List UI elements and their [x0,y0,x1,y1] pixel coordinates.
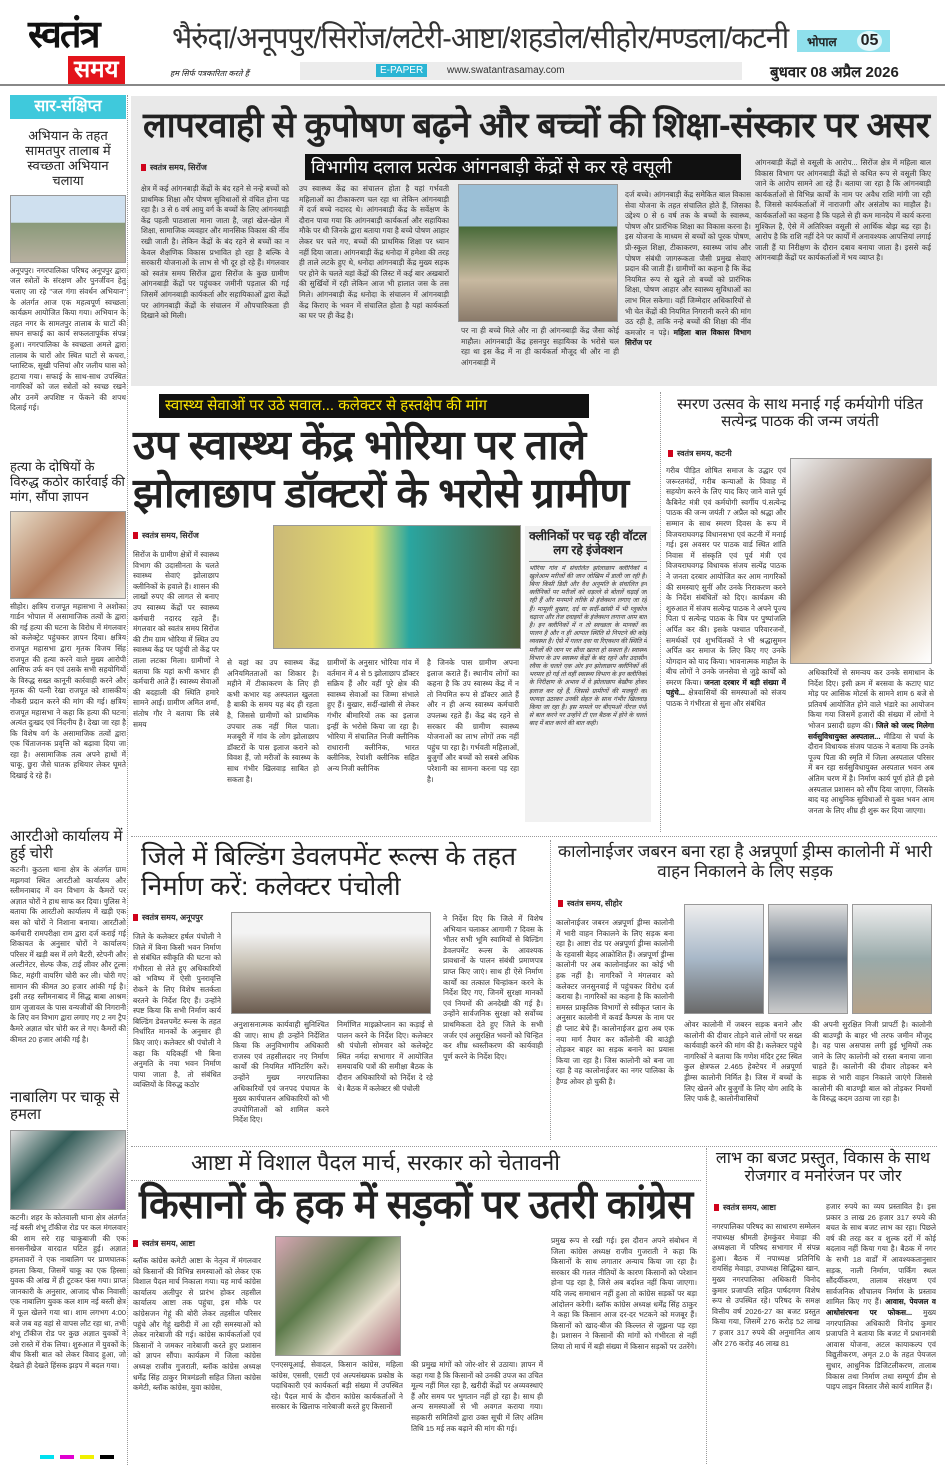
byline [714,1202,776,1213]
byline-marker [141,164,146,171]
headline: लापरवाही से कुपोषण बढ़ने और बच्चों की शिक्षा-संस्कार पर असर [143,106,930,145]
sidebar-photo-attack [10,1130,126,1210]
sidebar-title: नाबालिग पर चाकू से हमला [10,1089,120,1124]
byline [668,448,732,459]
epaper-label: E-PAPER [376,64,427,77]
article-column: की अपनी सुरक्षित निजी प्रापर्टी है। कालोनी की बाउण्ड्री के बाहर भी तरफ जमीन मौजूद है। वह पास असपास लगी हुई भूमियों तक जाने के लिए कालोनी को रास्ता बनाया जाना चाहते हैं। कालोनी की दीवार तोड़कर बने सड़क से भारी वाहन निकाले जाएंगे जिससे कालोनी की बाउण्ड्री बाल को तोड़कर नियमों के विरुद्ध कदम उठाया जा रहा है। [812,1020,932,1104]
headline-wrap [143,108,931,152]
byline [133,912,203,923]
story-budget [710,1148,936,1464]
article-column: निर्माणित माइक्रोप्लान का कड़ाई से पालन करने के निर्देश दिए। कलेक्टर श्री पंचोली सोमवार को कलेक्ट्रेट स्थित नर्मदा सभागार में आयोजित समयावधि पत्रों की समीक्षा बैठक के दौरान अधिकारियों को निर्देश दे रहे थे। बैठक में कलेक्टर श्री पंचोली [337,1020,433,1093]
cyan-mark [40,1455,54,1459]
color-registration-marks [40,1455,114,1459]
meeting-photo [231,912,431,1014]
byline-text: स्वतंत्र समय, सिरोंज [142,531,199,540]
headline: जिले में बिल्डिंग डेवलपमेंट रूल्स के तहत निर्माण करें: कलेक्टर पंचोली [141,841,517,901]
section-title: सार-संक्षिप्त [10,95,126,119]
article-column [625,190,751,380]
headline: लाभ का बजट प्रस्तुत, विकास के साथ रोजगार व मनोरंजन पर जोर [715,1150,931,1186]
byline-text: स्वतंत्र समय, सीहोर [567,899,623,908]
byline-text: स्वतंत्र समय, आष्टा [723,1203,776,1212]
headline-wrap [139,1184,695,1230]
byline-marker [133,1240,138,1247]
story-colony-road [554,840,936,1140]
article-column: कालोनाईजर जबरन अन्नपूर्णा ड्रीम्स कालोनी में भारी वाहन निकालने के लिए सड़क बना रहा है। आष्टा रोड पर अन्नपूर्णा ड्रीम्स कालोनी के रहवासी बेहद आक्रोशित हैं। अन्नपूर्णा ड्रीम्स कालोनी पर अब कालोनाईजर का कोई भी हक नहीं है। नागरिकों ने मंगलवार को कलेक्टर जनसुनवाई में पहुंचकर विरोध दर्ज कराया है। नागरिकों का कहना है कि कालोनी समस्त प्राकृतिक विभागों से स्वीकृत प्लान के अनुसार कालोनी में कवर्ड कैम्पस के नाम पर ही प्लाट बेचे हैं। कालोनाईजर द्वारा अब एक नया मार्ग तैयार कर कॉलोनी की बाउंड्री तोड़कर बाहर का सड़क बनाने का प्रयास किया जा रहा है। जिस कालोनी को बना जा रहा है वह कालोनाईजर का नगर पालिका के हैण्ड ओवर हो चुकी है। [556,918,674,1086]
article-column: एनएसयूआई, सेवादल, किसान कांग्रेस, महिला कांग्रेस, एससी, एसटी एवं अल्पसंख्यक प्रकोष्ठ के पदाधिकारी एवं कार्यकर्ता बड़ी संख्या में उपस्थित रहे। पैदल मार्च के दौरान कांग्रेस कार्यकर्ताओं ने सरकार के खिलाफ नारेबाजी करते हुए किसानों [271,1360,403,1412]
epaper-bar [300,62,742,80]
byline-text: स्वतंत्र समय, आष्टा [142,1239,195,1248]
story-health-centre [131,390,656,830]
article-column: उप स्वास्थ्य केंद्र का संचालन होता है यहां गर्भवती महिलाओं का टीकाकरण चल रहा था लेकिन आंगनबाड़ी में दर्ज बच्चे नदारद थे। आंगनबाड़ी केंद्र के सर्वेक्षण के दौरान पाया गया कि आंगनबाड़ी कार्यकर्ता और सहायिका मौके पर थी जिनके द्वारा बताया गया है बच्चे पोषण आहार लेकर घर चले गए, बच्चों की प्राथमिक शिक्षा पर ध्यान नहीं दिया जाता। आंगनबाड़ी केंद्र धनोदा में हमेशा की तरह ही ताले लटके हुए थे, धनोदा आंगनबाड़ी केंद्र मुख्य सड़क पर होने के चलते यहां केंद्रों की लिस्ट में कई बार अखबारों की सुर्खियों में रही लेकिन आज भी हालात जस के तस मिले। आंगनबाड़ी केंद्र धनोदा के संचालन में आंगनबाड़ी केंद्र किराए के भवन में संचालित होता है यहां कार्यकर्ता का घर पर ही केंद्र है। [299,184,449,321]
kicker-banner [159,394,589,418]
issue-date-wrap [770,62,940,82]
article-subhead: आवास, पेयजल व आधोसंरचना पर फोकस... [826,1297,936,1317]
byline-marker [558,900,563,907]
byline-marker [133,914,138,921]
article-column: प्रमुख रूप से रखी गई। इस दौरान अपने संबोधन में जिला कांग्रेस अध्यक्ष राजीव गुजराती ने कहा कि किसानों के साथ लगातार अन्याय किया जा रहा है। सरकार की गलत नीतियों के कारण किसानों को परेशान होना पड़ रहा है, जिसे अब बर्दाश्त नहीं किया जाएगा। यदि जल्द समाधान नहीं हुआ तो कांग्रेस सड़कों पर बड़ा आंदोलन करेगी। ब्लॉक कांग्रेस अध्यक्ष धर्मेंद्र सिंह ठाकुर ने कहा कि किसान आज दर-दर भटकने को मजबूर हैं। किसानों को खाद-बीज की किल्लत से जूझना पड़ रहा है। प्रशासन ने किसानों की मांगों को गंभीरता से नहीं लिया तो मार्च में बड़ी संख्या में किसान सड़कों पर उतरेंगे। [551,1236,697,1351]
byline-text: स्वतंत्र समय, सिरोंज [150,163,207,172]
article-text: दर्ज बच्चे। आंगनबाड़ी केंद्र समेकित बाल विकास सेवा योजना के तहत संचालित होते हैं, जिसका उद्देश्य 0 से 6 वर्ष तक के बच्चों के स्वास्थ्य, पोषण और प्रारंभिक शिक्षा का विकास करना है। इस योजना के माध्यम से बच्चों को पूरक पोषण, प्री-स्कूल शिक्षा, टीकाकरण, स्वास्थ्य जांच और पोषण संबंधी जागरूकता जैसी प्रमुख सेवाएं प्रदान की जाती हैं। ग्रामीणों का कहना है कि केंद्र नियमित रूप से खुले तो बच्चों को प्रारंभिक शिक्षा, पोषण आहार और स्वास्थ्य सुविधाओं का लाभ मिल सकेगा। वहीं जिम्मेदार अधिकारियों से भी चेत केंद्रों की नियमित निगरानी करने की मांग उठ रही है, ताकि नन्हे बच्चों की शिक्षा की नींव कमजोर न पड़े। [625,190,751,337]
byline [133,530,199,541]
headline: स्मरण उत्सव के साथ मनाई गई कर्मयोगी पंडित सत्येन्द्र पाठक की जन्म जयंती [677,396,923,431]
article-column: सिरोंज के ग्रामीण क्षेत्रों में स्वास्थ्य विभाग की उदासीनता के चलते स्वास्थ्य सेवाएं झोलाछाप क्लीनिकों के हवाले हैं। शासन की लाखों रुपए की लागत से बनाए उप स्वास्थ्य केंद्रों पर स्वास्थ्य कर्मचारी नदारद रहते हैं। मंगलवार को स्वतंत्र समय सिरोंज की टीम ग्राम भोरिया में स्थित उप स्वास्थ्य केंद्र पर पहुंची तो केंद्र पर ताला लटका मिला। ग्रामीणों ने बताया कि यहां कभी कभार ही कर्मचारी आते हैं। स्वास्थ्य सेवाओं की बदहाली की स्थिति हमारे सामने आई। ग्रामीण अमित शर्मा, संतोष गौर ने बताया कि लंबे समय [133,550,219,729]
headline-line-2: झोलाछाप डॉक्टरों के भरोसे ग्रामीण [133,470,629,516]
article-subhead: जिले को जल्द मिलेगा सर्वसुविधायुक्त अस्पताल... [808,720,934,741]
headline: किसानों के हक में सड़कों पर उतरी कांग्रेस [139,1183,693,1227]
sidebar-photo-memorandum [10,511,126,599]
sidebar-title: अभियान के तहत सामतपुर तालाब में स्वच्छता अभियान चलाया [25,128,111,188]
headline-wrap [133,424,651,470]
kicker: आष्टा में विशाल पैदल मार्च, सरकार को चेतावनी [191,1150,560,1175]
article-column: ने निर्देश दिए कि जिले में विशेष अभियान चलाकर आगामी 7 दिवस के भीतर सभी भूमि स्वामियों से बिल्डिंग डेवलपमेंट रूल्स के आवश्यक प्रावधानों के पालन संबंधी प्रमाणपत्र प्राप्त किए जाएं। साथ ही ऐसे निर्माण कार्यों का तत्काल चिन्हांकन करने के निर्देश दिए गए, जिनमें सुरक्षा मानकों एवं नियमों की अनदेखी की गई है। उन्होंने सार्वजनिक सुरक्षा को सर्वोच्च प्राथमिकता देते हुए जिले के सभी जर्जर एवं असुरक्षित भवनों को चिन्हित कर शीघ्र ध्वस्तीकरण की कार्यवाही पूर्ण करने के निर्देश दिए। [443,914,543,1061]
sidebar-body: सीहोर। क्षत्रिय राजपूत महासभा ने अशोका गार्डन भोपाल में असामाजिक तत्वों के द्वारा की गई हत्या की घटना के विरोध में मंगलवार को कलेक्ट्रेट पहुंचकर ज्ञापन दिया। क्षत्रिय राजपूत महासभा द्वारा मृतक विजय सिंह राजपूत की हत्या करने वाले मुख्य आरोपी आसिफ उर्फ बन एवं उसके सभी सहयोगियों के विरुद्ध सख्त कानूनी कार्रवाही करने और मृतक की पत्नी रेखा राजपूत को शासकीय नौकरी प्रदान करने की मांग की गई। क्षत्रिय राजपूत महासभा ने कहा कि हत्या की घटना अत्यंत दुःखद एवं निंदनीय है। देखा जा रहा है कि विशेष वर्ग के असामाजिक तत्वों द्वारा एक चिंताजनक प्रवृत्ति को बढ़ावा दिया जा रहा है। असामाजिक तत्व अपने हाथों में चाकू, छुरा जैसे घातक हथियार लेकर घूमते दिखाई दे रहे हैं। [10,601,126,781]
column-divider [550,840,551,1140]
article-column: से यहां का उप स्वास्थ्य केंद्र अनियमितताओं का शिकार है। महीने में टीकाकरण के लिए ही कभी कभार यह अस्पताल खुलता है बाकी के समय यह बंद ही रहता है, जिससे ग्रामीणों को प्राथमिक उपचार तक नहीं मिल पाता। मजबूरी में गांव के लोग झोलाछाप डॉक्टरों के पास इलाज कराने को विवश हैं, जो मरीजों के स्वास्थ्य के साथ गंभीर खिलवाड़ साबित हो सकता है। [227,658,319,784]
issue-date: बुधवार 08 अप्रैल 2026 [770,64,899,81]
sidebar-body: अनूपपुर। नगरपालिका परिषद अनूपपुर द्वारा जल स्त्रोतों के संरक्षण और पुनर्जीवन हेतु चलाए जा रहे ''जल गंगा संवर्धन अभियान'' के अंतर्गत आज एक महत्वपूर्ण स्वच्छता कार्यक्रम आयोजित किया गया। अभियान के तहत नगर के सामतपुर तालाब के घाटों की सघन सफाई का कार्य सफलतापूर्वक संपन्न हुआ। नगरपालिका के स्वच्छता अमले द्वारा तालाब के चारों ओर स्थित घाटों से कचरा, प्लास्टिक, सूखी पत्तियां और जलीय घास को हटाया गया। सफाई के साथ-साथ उपस्थित नागरिकों को जल स्त्रोतों को स्वच्छ रखने और उनमें अपशिष्ट न फेंकने की शपथ दिलाई गई। [10,265,126,413]
tribute-photo [790,458,932,664]
sidebar-body: कटनी। शहर के कोतवाली थाना क्षेत्र अंतर्गत नई बस्ती शंभू टॉकीज रोड पर कल मंगलवार की शाम सरे राह चाकूबाजी की एक सनसनीखेज वारदात घटित हुई। अज्ञात हमलावरों ने एक नाबालिग पर प्राणघातक हमला किया, जिसमें चाकू का एक हिस्सा युवक की आंख में ही टूटकर फंस गया। प्राप्त जानकारी के अनुसार, आजाद चौक निवासी एक नाबालिग युवक कल शाम नई बस्ती क्षेत्र में फूल खेलने गया था। शाम लगभग 4:00 बजे जब वह वहां से वापस लौट रहा था, तभी शंभू टॉकीज रोड पर कुछ अज्ञात युवकों ने उसे रास्ते में रोक लिया। शुरुआत में युवकों के बीच किसी बात को लेकर विवाद हुआ, जो देखते ही देखते हिंसक झड़प में बदल गया। [10,1212,126,1370]
byline-text: स्वतंत्र समय, अनूपपुर [142,913,203,922]
article-column: ब्लॉक कांग्रेस कमेटी आष्टा के नेतृत्व में मंगलवार को किसानों की विभिन्न समस्याओं को लेकर एक विशाल पैदल मार्च निकाला गया। यह मार्च कांग्रेस कार्यालय अलीपुर से प्रारंभ होकर तहसील कार्यालय आष्टा तक पहुंचा, इस मौके पर कांग्रेसजन गेहूं की बोरी लेकर तहसील परिसर पहुंचे और गेहूं खरीदी में आ रही समस्याओं को लेकर नारेबाजी की गई। कांग्रेस कार्यकर्ताओं एवं किसानों ने जमकर नारेबाजी करते हुए प्रशासन को ज्ञापन सौंपा। कार्यक्रम में जिला कांग्रेस अध्यक्ष राजीव गुजराती, ब्लॉक कांग्रेस अध्यक्ष धर्मेंद्र सिंह ठाकुर मित्रमंडली सहित जिला कांग्रेस कमेटी, ब्लॉक कांग्रेस, युवा कांग्रेस, [133,1256,261,1393]
byline [141,162,207,173]
article-column: है जिनके पास ग्रामीण अपना इलाज कराते हैं। स्थानीय लोगों का कहना है कि उप स्वास्थ्य केंद्र में न तो नियमित रूप से डॉक्टर आते हैं और न ही अन्य स्वास्थ्य कर्मचारी उपलब्ध रहते हैं। केंद्र बंद रहने से सरकार की ग्रामीण स्वास्थ्य योजनाओं का लाभ लोगों तक नहीं पहुंच पा रहा है। गर्भवती महिलाओं, बुजुर्गों और बच्चों को सबसे अधिक परेशानी का सामना करना पड़ रहा है। [427,658,519,784]
article-column: आंगनबाड़ी केंद्रों से वसूली के आरोप... सिरोंज क्षेत्र में महिला बाल विकास विभाग पर आंगनबाड़ी केंद्रों से कथित रूप से वसूली किए जाने के आरोप सामने आ रहे हैं। बताया जा रहा है कि आंगनबाड़ी कार्यकर्ताओं से विभिन्न कार्यों के नाम पर अवैध राशि मांगी जा रही है, जिससे कार्यकर्ताओं में नाराजगी और असंतोष का माहौल है। कार्यकर्ताओं का कहना है कि पहले से ही कम मानदेय में कार्य करना मुश्किल है, ऐसे में अतिरिक्त वसूली से आर्थिक बोझ बढ़ रहा है। आरोप है कि राशि नहीं देने पर कार्यों में अनावश्यक आपत्तियां लगाई जाती हैं या निरीक्षण के दौरान दबाव बनाया जाता है। इससे कई आंगनबाड़ी केंद्रों पर कार्यकर्ताओं में भय व्याप्त है। [755,158,931,263]
logo-bottom: समय [68,56,125,84]
article-column: क्षेत्र में कई आंगनबाड़ी केंद्रों के बंद रहने से नन्हे बच्चों को प्राथमिक शिक्षा और पोषण सुविधाओं से वंचित होना पड़ रहा है। 3 से 6 वर्ष आयु वर्ग के बच्चों के लिए आंगनबाड़ी केंद्र पहली पाठशाला माना जाता है, जहां खेल-खेल में शिक्षा, सामाजिक व्यवहार और मानसिक विकास की नींव रखी जाती है। लेकिन केंद्रों के बंद रहने से बच्चों का न केवल शैक्षणिक विकास प्रभावित हो रहा है बल्कि वे सरकारी योजनाओं के लाभ से भी दूर हो रहे हैं। मंगलवार को स्वतंत्र समय सिरोंज द्वारा सिरोंज के कुछ ग्रामीण आंगनबाड़ी केंद्रों पर पहुंचकर जमीनी पड़ताल की गई जिसमें आंगनबाड़ी कार्यकर्ता और सहायिकाओं द्वारा केंद्रों पर आंगनबाड़ी केंद्रों के संचालन में औपचारिकता ही दिखाने को मिली। [141,184,289,321]
kicker-wrap [191,1150,691,1178]
sidebar-title: आरटीओ कार्यालय में हुई चोरी [10,827,123,862]
sidebar [10,95,126,1465]
story-building-rules [131,840,547,1140]
headline-wrap [133,472,651,518]
logo [28,16,152,86]
article-text: मीडिया से चर्चा के दौरान विधायक संजय पाठक ने बताया कि उनके पूज्य पिता की स्मृति में जिला अस्पताल परिसर में बन रहा सर्वसुविधायुक्त अस्पताल भवन अब अंतिम चरण में है। निर्माण कार्य पूर्ण होते ही इसे अस्पताल प्रशासन को सौंप दिया जाएगा, जिसके बाद यह आधुनिक सुविधाओं से युक्त भवन आम जनता के लिए शीघ्र ही शुरू कर दिया जाएगा। [808,731,934,815]
column-divider [660,392,661,832]
subhead-banner-text: विभागीय दलाल प्रत्येक आंगनबाड़ी केंद्रों से कर रहे वसूली [311,157,672,177]
sidebar-photo-pond [10,195,126,263]
article-column: की प्रमुख मांगों को जोर-शोर से उठाया। ज्ञापन में कहा गया है कि किसानों को उनकी उपज का उचित मूल्य नहीं मिल रहा है, खरीदी केंद्रों पर अव्यवस्थाएं हैं और समय पर भुगतान नहीं हो रहा है। साथ ही अन्य समस्याओं से भी अवगत कराया गया। सहकारी समितियों द्वारा उक्त सूची में लिए अंतिम तिथि 15 मई तक बढ़ाने की मांग की गई। [411,1360,543,1433]
sidebar-body: कटनी। कुठला थाना क्षेत्र के अंतर्गत ग्राम मझगवां स्थित आरटीओ कार्यालय और स्लीमनाबाद में वन विभाग के कैमरों पर अज्ञात चोरों ने हाथ साफ कर दिया। पुलिस ने बताया कि आरटीओ कार्यालय में खड़ी एक बस को चोरों ने निशाना बनाया। आरटीओ कर्मचारी रामपरीक्षा राम द्वारा दर्ज कराई गई शिकायत के अनुसार चोरों ने कार्यालय परिसर में खड़ी बस में लगे बैटरी, स्टेपनी और अल्टीनेटर, सेल्फ जैक, टाई लीवर और टूल्स किट, महंगी वायरिंग चोरी कर ली। चोरी गए सामान की कीमत 30 हजार आंकी गई है। इसी तरह स्लीमनाबाद में सिद्ध बाबा आश्रम ग्राम जुजावल के पास वन्यजीवों की निगरानी के लिए वन विभाग द्वारा लगाए गए 2 नग ट्रैप कैमरे अज्ञात चोर चोरी कर ले गए। कैमरों की कीमत 20 हजार आंकी गई है। [10,865,126,1044]
colony-photo-1 [684,904,764,1014]
column-divider [706,1148,707,1464]
sidebar-box [525,526,651,822]
article-text: गरीब पीड़ित शोषित समाज के उद्धार एवं जरूरतमंदों, गरीब कन्याओं के विवाह में सहयोग करने के लिए याद किए जाने वाले पूर्व कैबिनेट मंत्री एवं कर्मयोगी स्वर्गीय पं.सत्येन्द्र पाठक की जन्म जयंती 7 अप्रैल को श्रद्धा और सम्मान के साथ स्मरण दिवस के रूप में विजयराघवगढ़ विधानसभा एवं कटनी में मनाई गई। इस अवसर पर पाठक वार्ड स्थित शांति निवास में संस्कृति एवं पूर्व मंत्री एवं विजयराघवगढ़ विधायक संजय सत्येंद्र पाठक ने जनता दरबार आयोजित कर आम नागरिकों की समस्याएं सुनीं और उनके निराकरण करने के निर्देश संबंधितों को दिए। कार्यक्रम की शुरुआत में संजय सत्येन्द्र पाठक ने अपने पूज्य पिता पं सत्येन्द्र पाठक के चित्र पर पुष्पांजलि अर्पित कर की। इसके पश्चात परिवारजनों, समर्थकों एवं शुभचिंतकों ने भी श्रद्धासुमन अर्पित कर समाज के लिए किए गए उनके योगदान को याद किया। भावनात्मक माहौल के बीच लोगों ने उनके जनसेवा से जुड़े कार्यों को स्मरण किया। [666,466,786,687]
yellow-mark [80,1455,94,1459]
byline-marker [714,1204,719,1211]
section-divider [131,836,937,837]
magenta-mark [60,1455,74,1459]
box-title: क्लीनिकों पर चढ़ रही वॉटल लग रहे इंजेक्शन [529,530,647,562]
anganwadi-photo [458,184,618,322]
byline-marker [668,450,673,457]
byline-marker [133,532,138,539]
photo-caption: पर ना ही बच्चे मिले और ना ही आंगनबाड़ी केंद्र जैसा कोई माहौल। आंगनबाड़ी केंद्र हसनपुर सहायिका के भरोसे चल रहा था इस केंद्र में ना ही कार्यकर्ता मौजूद थी और ना ही आंगनबाड़ी में [461,326,619,367]
story-congress-march [131,1148,701,1464]
article-column [666,466,786,822]
story-anganwadi [131,96,937,386]
sidebar-title: हत्या के दोषियों के विरुद्ध कठोर कार्रवाई की मांग, सौंपा ज्ञापन [10,458,125,504]
box-body: भोरिया गांव में संचालित झोलाछाप क्लीनिकों में खुलेआम मरीजों की जान जोखिम में डाली जा रही है। बिना किसी डिग्री और वैध अनुमति के संचालित इन क्लीनिकों पर मरीजों को धड़ल्ले से बोतलें चढ़ाई जा रही हैं और मनमाने तरीके से इंजेक्शन लगाए जा रहे हैं। मामूली बुखार, दर्द या सर्दी-खांसी में भी ग्लूकोज चढ़ाना और तेज दवाइयों के इंजेक्शन लगाना आम बात है। इन क्लीनिकों में न तो स्वच्छता के मानकों का पालन है और न ही आपात स्थिति से निपटने की कोई व्यवस्था है। ऐसे में गलत दवा या रिएक्शन की स्थिति में मरीजों की जान पर सीधा खतरा हो सकता है। स्वास्थ्य विभाग के उप स्वास्थ्य केंद्रों के बंद रहने और उदासीन रवैया के चलते एक ओर इन झोलाछाप क्लीनिकों की भरमार हो गई तो वहीं स्वास्थ्य विभाग के इन क्लीनिकों के निरीक्षण के अभाव में ये झोलाछाप बेखौफ होकर इलाज कर रहे हैं, जिससे ग्रामीणों की मजबूरी का फायदा उठाकर उनकी सेहत के साथ गंभीर खिलवाड़ किया जा रहा है। इस मामले पर बीएमओ नीरज पंथी से बात करने पर उन्होंने टी एल बैठक में होने के चलते बाद में बात करने की बात कही। [529,564,647,728]
article-column: ओवर कालोनी में जबरन सड़क बनाने और कालोनी की दीवार तोड़ने वाले लोगों पर सख्त कार्यवाही करने की मांग की है। कलेक्टर पहुंचे नागरिकों ने बताया कि गणेश मंदिर ट्रस्ट स्थित कुल क्षेत्रफल 2.465 हेक्टेयर में अन्नपूर्णा ड्रीम्स कालोनी निर्मित है। जिस में बच्चों के लिए खेलने और बुजुर्गों के लिए योग आदि के लिए पार्क है, कालोनीवासियों [684,1020,802,1104]
article-text: क्षेत्रवासियों की समस्याओं को संजय पाठक ने गंभीरता से सुना और संबंधित [666,688,786,709]
logo-top: स्वतंत्र [28,14,99,56]
section-divider [131,1146,937,1147]
masthead-rule [0,84,945,86]
article-column: नगरपालिका परिषद का साधारण सम्मेलन नपाध्यक्ष श्रीमती हेमकुंवर मेवाड़ा की अध्यक्षता में परिषद सभागार में संपन्न हुआ। बैठक में नपाध्यक्ष प्रतिनिधि रायसिंह मेवाड़ा, उपाध्यक्ष सिद्धिका खान, मुख्य नगरपालिका अधिकारी विनोद कुमार प्रजापति सहित पार्षदगण विशेष रूप से उपस्थित रहे। परिषद के समक्ष वित्तीय वर्ष 2026-27 का बजट प्रस्तुत किया गया, जिसमें 276 करोड़ 52 लाख 7 हजार 317 रुपये की अनुमानित आय और 276 करोड़ 46 लाख 81 [712,1222,820,1348]
article-text: हजार रुपये का व्यय प्रस्तावित है। इस प्रकार 3 लाख 26 हजार 317 रुपये की बचत के साथ बजट लाभ का रहा। पिछले वर्ष की तरह कर व शुल्क दरों में कोई बदलाव नहीं किया गया है। बैठक में नगर के सभी 18 वार्डों में आवश्यकतानुसार सड़क, नाली निर्माण, पार्किंग स्थल सौंदर्यीकरण, तालाब संरक्षण एवं सार्वजनिक शौचालय निर्माण के प्रस्ताव शामिल किए गए हैं। [826,1202,936,1307]
column-divider [127,95,128,1465]
editions-title: भैरुंदा/अनूपपुर/सिरोंज/लटेरी-आष्टा/शहडोल/सीहोर/मण्डला/कटनी [172,22,789,55]
march-photo [275,1236,401,1356]
article-subhead: महिला बाल विकास विभाग सिरोंज पर [625,327,751,348]
website-link[interactable]: www.swatantrasamay.com [447,65,565,76]
city-badge [797,30,890,52]
article-text: मुख्य नगरपालिका अधिकारी विनोद कुमार प्रजापति ने बताया कि बजट में प्रधानमंत्री आवास योजना, अटल कायाकल्प एवं विद्युतीकरण, अमृत 2.0 के तहत पेयजल सुधार, आधुनिक डिजिटलीकरण, तालाब विकास तथा निर्माण तथा सम्पूर्ण डीम से पाइप लाइन विस्तार जैसे कार्य शामिल हैं। [826,1307,936,1392]
article-subhead: जनता दरबार में बड़ी संख्या में पहुंचे... [666,677,786,698]
headline-line-1: उप स्वास्थ्य केंद्र भोरिया पर ताले [133,422,586,468]
byline-text: स्वतंत्र समय, कटनी [677,449,732,458]
masthead [0,0,945,88]
tagline: हम सिर्फ पत्रकारिता करते हैं [170,69,249,78]
story-pathak-jayanti [664,392,936,832]
article-column [808,668,934,824]
byline [133,1238,195,1249]
byline [558,898,622,909]
article-column: अनुशासनात्मक कार्यवाही सुनिश्चित की जाए। साथ ही उन्होंने निर्देशित किया कि अनुविभागीय अधिकारी राजस्व एवं तहसीलदार नए निर्माण कार्यों की नियमित मॉनिटरिंग करें। उन्होंने मुख्य नगरपालिका अधिकारियों एवं जनपद पंचायत के मुख्य कार्यपालन अधिकारियों को भी उपयोगिताओं को शामिल करने निर्देश दिए। [233,1020,329,1125]
editions-title-wrap [172,16,790,56]
city-label: भोपाल [807,34,837,49]
subhead-banner [305,154,741,180]
article-column [826,1202,936,1460]
kicker-rule [131,1180,701,1181]
health-centre-photo [273,525,521,649]
page-number: 05 [857,31,883,51]
kicker-banner-text: स्वास्थ्य सेवाओं पर उठे सवाल... कलेक्टर से हस्तक्षेप की मांग [165,397,487,414]
black-mark [100,1455,114,1459]
article-text: अधिकारियों से समन्वय कर उनके समाधान के निर्देश दिए। इसी क्रम में बरसवा के कटाए घाट मोड़ पर आसिक मोटर्स के सामने शाम 6 बजे से प्रतिवर्ष आयोजित होने वाले भंडारे का आयोजन किया गया जिसमें हजारों की संख्या में लोगों ने भोजन प्रसादी ग्रहण की। [808,668,934,730]
colony-photo-3 [852,904,932,1014]
headline: कालोनाईजर जबरन बना रहा है अन्नपूर्णा ड्रीम्स कालोनी में भारी वाहन निकालने के लिए सड़क [558,842,932,881]
article-column: जिले के कलेक्टर हर्षल पंचोली ने जिले में बिना किसी भवन निर्माण से संबंधित स्वीकृति की घटना को गंभीरता से लेते हुए अधिकारियों को भविष्य में ऐसी पुनरावृत्ति रोकने के लिए विशेष सतर्कता बरतने के निर्देश दिए हैं। उन्होंने स्पष्ट किया कि सभी निर्माण कार्य बिल्डिंग डेवलपमेंट रूल्स के तहत निर्धारित मानकों के अनुसार ही किए जाएं। कलेक्टर श्री पंचोली ने कहा कि यदिकहीं भी बिना अनुमति के नया भवन निर्माण पाया जाता है, तो संबंधित व्यक्तियों के विरुद्ध कठोर [133,932,221,1090]
colony-photo-2 [768,904,848,1014]
article-column: ग्रामीणों के अनुसार भोरिया गांव में वर्तमान में 4 से 5 झोलाछाप डॉक्टर सक्रिय हैं और वहीं पूरे क्षेत्र की स्वास्थ्य सेवाओं का जिम्मा संभाले हुए हैं। बुखार, सर्दी-खांसी से लेकर गंभीर बीमारियों तक का इलाज इन्हीं के भरोसे किया जा रहा है। भोरिया में संचालित निजी क्लीनिक राधारानी क्लीनिक, भारत क्लीनिक, रेयांशी क्लीनिक सहित अन्य निजी क्लीनिक [327,658,419,773]
